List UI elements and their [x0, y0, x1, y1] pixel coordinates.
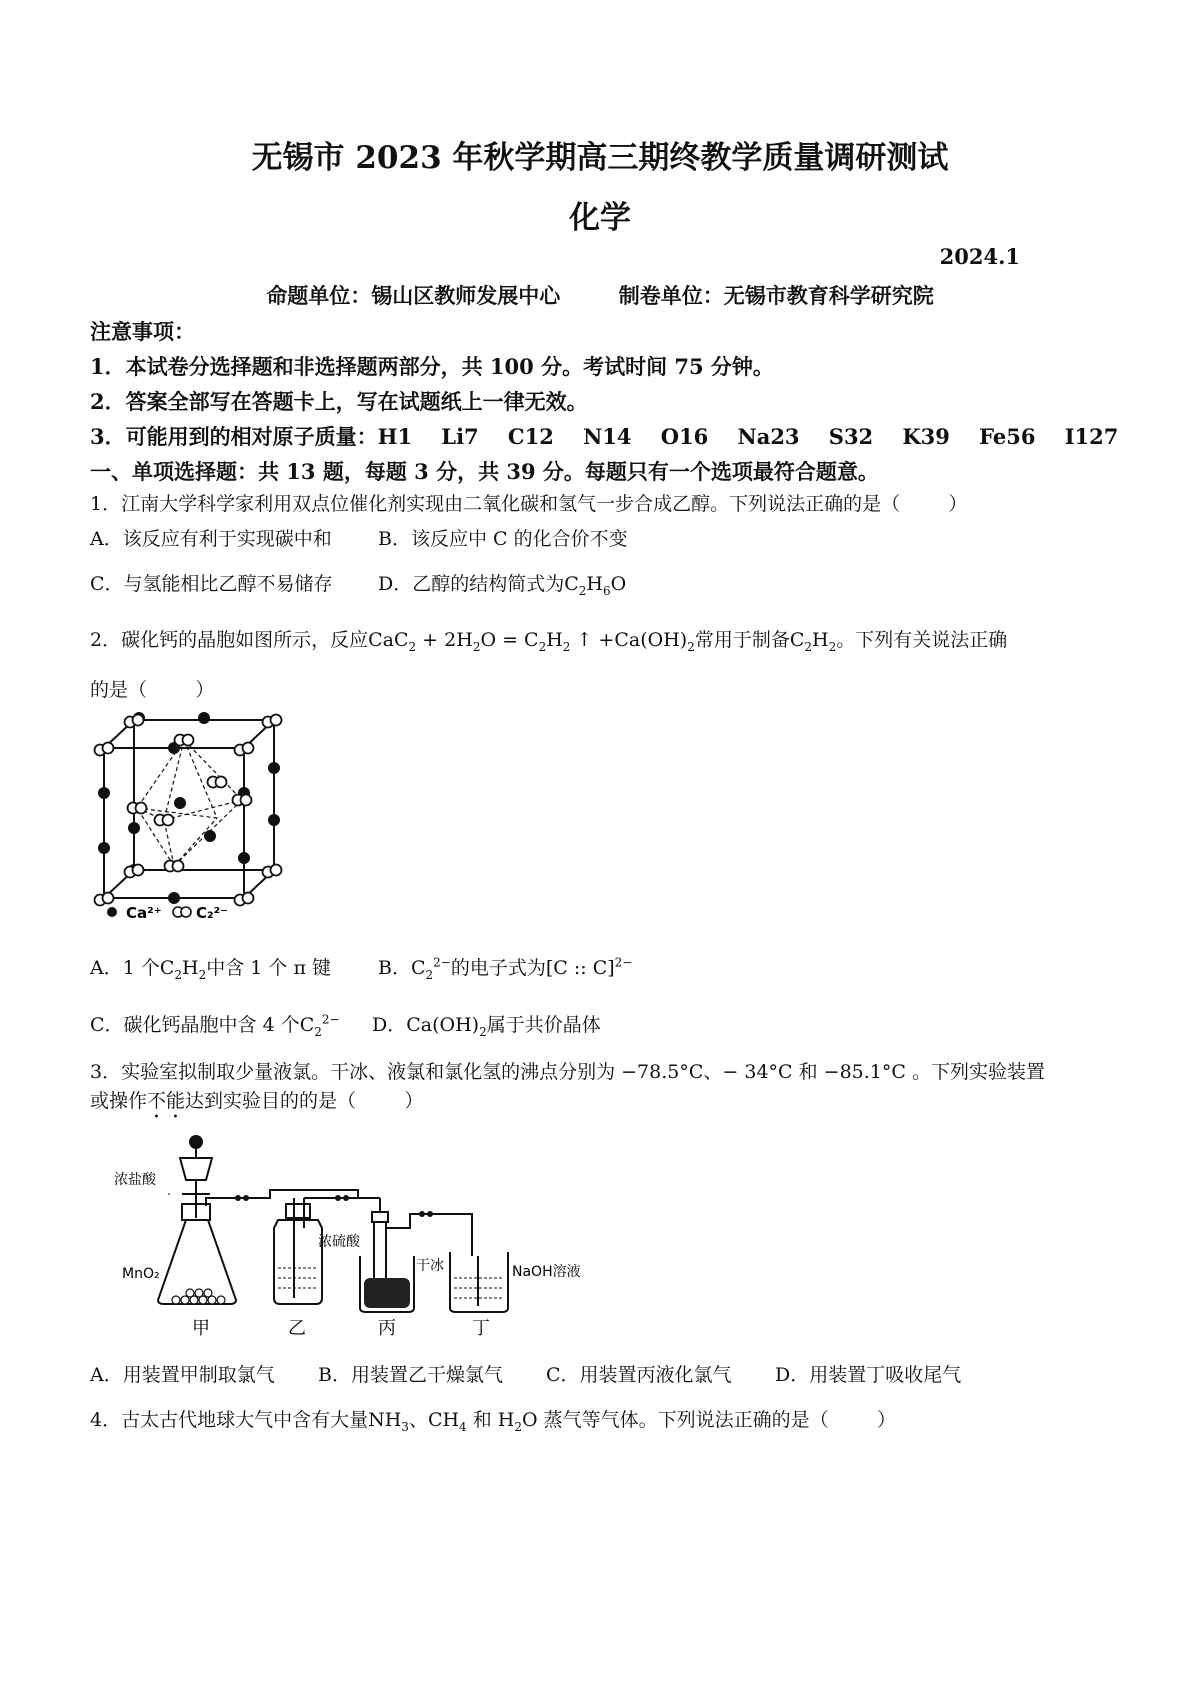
- exam-title: 无锡市 2023 年秋学期高三期终教学质量调研测试: [251, 140, 949, 176]
- label-ding: 丁: [472, 1318, 490, 1339]
- question-2-stem: 2．碳化钙的晶胞如图所示，反应$CaC_2 + 2H_2O = C_2H_2$ ↑ $+Ca(OH)_2$常用于制备$C_2H_2$。下列有关说法正确: [90, 629, 1008, 654]
- label-mno2: MnO₂: [122, 1266, 160, 1282]
- notice-item: 1．本试卷分选择题和非选择题两部分，共 100 分。考试时间 75 分钟。: [90, 354, 774, 379]
- label-h2so4: 浓硫酸: [318, 1234, 360, 1250]
- label-dryice: 干冰: [416, 1258, 444, 1274]
- exam-date: 2024.1: [939, 244, 1020, 269]
- q1-option-c: C．与氢能相比乙醇不易储存: [90, 573, 333, 595]
- cac2-unit-cell-figure: [92, 708, 292, 928]
- section-heading: 一、单项选择题：共 13 题，每题 3 分，共 39 分。每题只有一个选项最符合题意。: [90, 459, 879, 484]
- q1-option-a: A．该反应有利于实现碳中和: [90, 528, 332, 550]
- q1-option-d: D．乙醇的结构简式为$C_2H_6O$: [378, 573, 627, 598]
- label-bing: 丙: [378, 1318, 396, 1339]
- chlorine-apparatus-figure: [110, 1128, 610, 1343]
- label-jia: 甲: [192, 1318, 210, 1339]
- q2-option-c: C．碳化钙晶胞中含 4 个$C_2^{2-}$: [90, 1012, 340, 1039]
- q1-option-b: B．该反应中 C 的化合价不变: [378, 528, 628, 550]
- emphasis-not: 不能: [147, 1090, 186, 1112]
- label-yi: 乙: [288, 1318, 306, 1339]
- legend-ca: Ca²⁺: [126, 904, 162, 922]
- q2-option-d: D．$Ca(OH)_2$属于共价晶体: [372, 1014, 601, 1039]
- question-3-stem-line2: 或操作不能达到实验目的的是（ ）: [90, 1090, 424, 1112]
- question-3-stem: 3．实验室拟制取少量液氯。干冰、液氯和氯化氢的沸点分别为 −78.5°C、− 34°C 和 −85.1°C 。下列实验装置: [90, 1061, 1045, 1083]
- formula-c2h6o: $C_2H_6O$: [564, 573, 627, 598]
- notice-heading: 注意事项：: [90, 319, 195, 344]
- q3-option-c: C．用装置丙液化氯气: [546, 1364, 732, 1386]
- q2-option-b: B．$C_2^{2-}$的电子式为[C :: C]$^{2-}$: [378, 955, 633, 982]
- notice-item: 3．可能用到的相对原子质量：H1 Li7 C12 N14 O16 Na23 S32 K39 Fe56 I127: [90, 424, 1119, 449]
- legend-c2: C₂²⁻: [196, 904, 229, 922]
- subject-title: 化学: [569, 200, 631, 236]
- label-hcl: 浓盐酸: [114, 1172, 156, 1188]
- q3-option-d: D．用装置丁吸收尾气: [775, 1364, 962, 1386]
- legend-ca-dot: [107, 907, 117, 917]
- q3-option-a: A．用装置甲制取氯气: [90, 1364, 275, 1386]
- question-2-stem-line2: 的是（ ）: [90, 679, 215, 701]
- reaction-equation: $CaC_2 + 2H_2O = C_2H_2$ ↑ $+Ca(OH)_2$: [368, 629, 695, 654]
- q3-option-b: B．用装置乙干燥氯气: [318, 1364, 503, 1386]
- legend-c2-dumbbell: [173, 907, 191, 917]
- question-1-stem: 1．江南大学科学家利用双点位催化剂实现由二氧化碳和氢气一步合成乙醇。下列说法正确的是（ ）: [90, 493, 968, 515]
- notice-item: 2．答案全部写在答题卡上，写在试题纸上一律无效。: [90, 389, 588, 414]
- question-4-stem: 4．古太古代地球大气中含有大量$NH_3$、$CH_4$ 和 $H_2O$ 蒸气等气体。下列说法正确的是（ ）: [90, 1409, 896, 1434]
- label-naoh: NaOH溶液: [512, 1264, 581, 1280]
- q2-option-a: A．1 个$C_2H_2$中含 1 个 π 键: [90, 957, 331, 982]
- authoring-units: 命题单位：锡山区教师发展中心 制卷单位：无锡市教育科学研究院: [266, 283, 934, 308]
